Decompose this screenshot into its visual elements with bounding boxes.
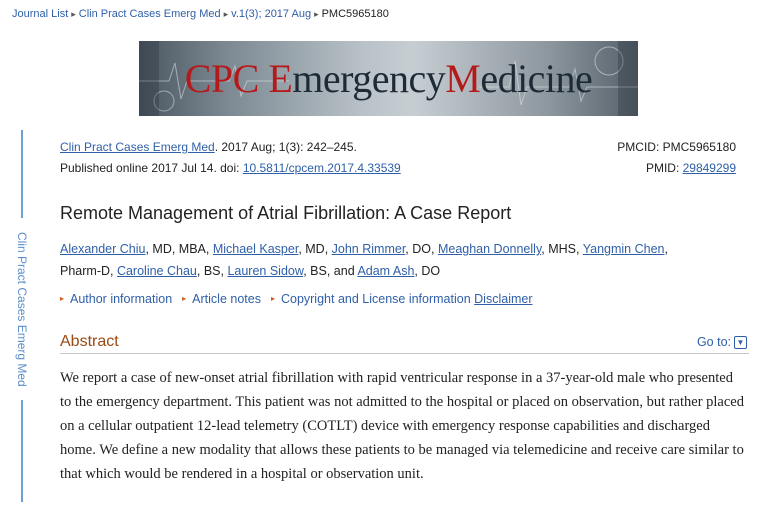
- chevron-right-icon: ▸: [223, 9, 229, 19]
- chevron-right-icon: ▸: [71, 9, 76, 19]
- abstract-header: [60, 331, 749, 354]
- expand-triangle-icon: ▸: [182, 294, 187, 303]
- journal-link[interactable]: Clin Pract Cases Emerg Med: [60, 140, 215, 154]
- pmcid: PMCID: PMC5965180: [617, 140, 736, 154]
- author-information-toggle[interactable]: Author information: [70, 292, 173, 306]
- article-title: Remote Management of Atrial Fibrillation: A Case Report: [60, 203, 512, 223]
- abstract-heading: Abstract: [60, 333, 119, 350]
- author-list: Alexander Chiu, MD, MBA, Michael Kasper, MD, John Rimmer, DO, Meaghan Donnelly, MHS, Yangmin Chen, Pharm-D, Caroline Chau, BS, Lauren Sidow, BS, and Adam Ash, DO: [60, 242, 668, 278]
- author-link[interactable]: Lauren Sidow: [227, 264, 304, 278]
- article-notes-toggle[interactable]: Article notes: [192, 292, 261, 306]
- pmid-label: PMID:: [645, 161, 683, 175]
- pmid-link[interactable]: 29849299: [682, 161, 736, 175]
- author-link[interactable]: Adam Ash: [357, 264, 415, 278]
- citation-details: . 2017 Aug; 1(3): 242–245.: [214, 140, 357, 154]
- published-prefix: Published online 2017 Jul 14. doi:: [60, 161, 243, 175]
- citation-block: [60, 137, 736, 179]
- author-link[interactable]: John Rimmer: [331, 242, 406, 256]
- expand-triangle-icon: ▸: [60, 294, 65, 303]
- doi-link[interactable]: 10.5811/cpcem.2017.4.33539: [242, 161, 401, 175]
- copyright-toggle[interactable]: Copyright and License information: [280, 292, 471, 306]
- disclaimer-link[interactable]: Disclaimer: [474, 292, 533, 306]
- author-link[interactable]: Yangmin Chen: [582, 242, 665, 256]
- go-to-label: Go to:: [696, 335, 731, 349]
- author-link[interactable]: Meaghan Donnelly: [437, 242, 542, 256]
- published-line: [60, 158, 401, 179]
- breadcrumb-journal-list[interactable]: Journal List: [12, 8, 69, 20]
- breadcrumb-journal[interactable]: Clin Pract Cases Emerg Med: [78, 8, 221, 20]
- go-to-menu[interactable]: [697, 335, 747, 349]
- pmid-line: [646, 158, 736, 179]
- author-link[interactable]: Michael Kasper: [212, 242, 299, 256]
- banner-title: CPC EmergencyMedicine: [184, 56, 593, 101]
- chevron-down-icon: ▼: [734, 336, 747, 349]
- abstract-text: We report a case of new-onset atrial fibrillation with rapid ventricular response in a 37-year-old male who presented to the emergency department. This patient was not admitted to the hospital or placed on observation, but rather placed on a cellular outpatient 12-lead telemetry (COTLT) device with emergency response capabilities and discharged home. We define a new modality that allows these patients to be managed via telemedicine and receive care similar to that which would be rendered in a hospital or observation unit.: [60, 370, 744, 482]
- chevron-right-icon: ▸: [314, 9, 319, 19]
- citation-line: [60, 137, 357, 158]
- expand-triangle-icon: ▸: [270, 294, 275, 303]
- breadcrumb: [12, 8, 389, 20]
- breadcrumb-current: PMC5965180: [321, 8, 389, 20]
- side-journal-tab-label: Clin Pract Cases Emerg Med: [15, 231, 29, 387]
- journal-banner[interactable]: [139, 41, 638, 116]
- author-link[interactable]: Caroline Chau: [116, 264, 197, 278]
- breadcrumb-issue[interactable]: v.1(3); 2017 Aug: [231, 8, 312, 20]
- author-link[interactable]: Alexander Chiu: [60, 242, 146, 256]
- side-journal-tab[interactable]: [13, 218, 31, 400]
- article-info-toggles: [60, 292, 533, 306]
